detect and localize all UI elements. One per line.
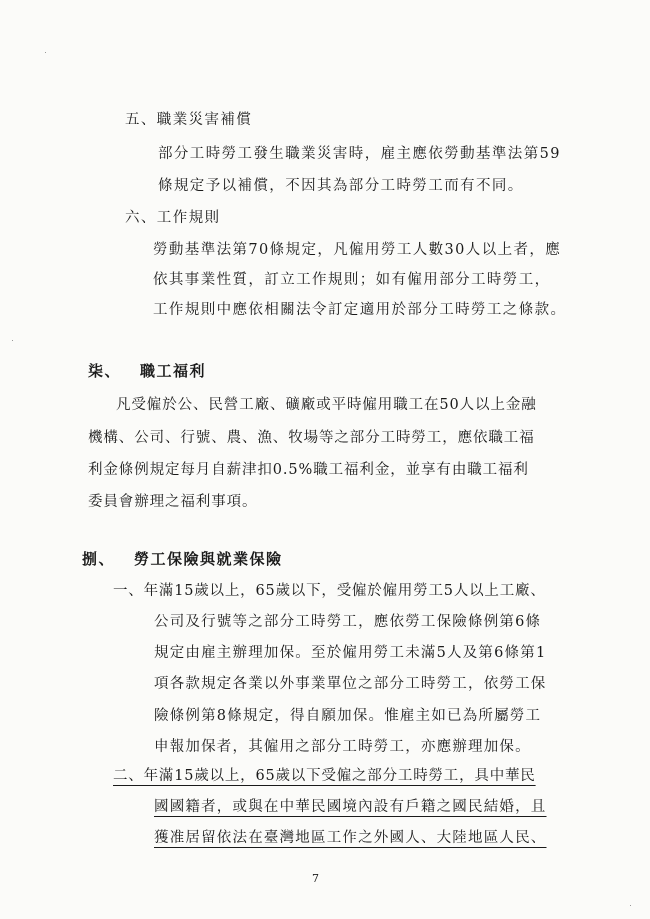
section-8-number: 捌、 [82, 550, 116, 568]
section-8-item-1-line-2: 公司及行號等之部分工時勞工，應依勞工保險條例第6條 [154, 614, 542, 630]
section-6-paragraph-line-3: 工作規則中應依相關法令訂定適用於部分工時勞工之條款。 [153, 302, 567, 318]
section-8-item-1-line-1: 一、年滿15歲以上，65歲以下，受僱於僱用勞工5人以上工廠、 [113, 583, 546, 599]
section-7-number: 柒、 [88, 362, 122, 380]
section-7-paragraph-line-4: 委員會辦理之福利事項。 [88, 494, 258, 510]
section-8-item-1-line-4: 項各款規定各業以外事業單位之部分工時勞工，依勞工保 [154, 676, 547, 692]
section-5-heading: 五、職業災害補償 [125, 112, 253, 128]
section-6-heading: 六、工作規則 [125, 210, 221, 226]
section-8-title: 勞工保險與就業保險 [134, 550, 283, 568]
section-8-item-2-line-3: 獲准居留依法在臺灣地區工作之外國人、大陸地區人民、 [154, 830, 547, 846]
scan-speck [45, 52, 46, 53]
section-7-paragraph-line-1: 凡受僱於公、民營工廠、礦廠或平時僱用職工在50人以上金融 [116, 397, 537, 413]
section-8-item-2-line-1: 二、年滿15歲以上，65歲以下受僱之部分工時勞工，具中華民 [113, 768, 536, 784]
section-6-paragraph-line-1: 勞動基準法第70條規定，凡僱用勞工人數30人以上者，應 [153, 242, 562, 258]
section-8-item-1-line-6: 申報加保者，其僱用之部分工時勞工，亦應辦理加保。 [154, 739, 531, 755]
scan-speck [12, 340, 13, 341]
scan-speck [630, 905, 631, 906]
section-5-paragraph-line-2: 條規定予以補償，不因其為部分工時勞工而有不同。 [158, 178, 524, 194]
section-8-item-1-line-5: 險條例第8條規定，得自願加保。惟雇主如已為所屬勞工 [154, 708, 542, 724]
section-8-item-1-line-3: 規定由雇主辦理加保。至於僱用勞工未滿5人及第6條第1 [154, 645, 547, 661]
page-number: 7 [312, 872, 319, 885]
section-7-paragraph-line-2: 機構、公司、行號、農、漁、牧場等之部分工時勞工，應依職工福 [88, 430, 535, 446]
section-8-item-2-line-2: 國國籍者，或與在中華民國境內設有戶籍之國民結婚，且 [154, 799, 547, 815]
section-7-paragraph-line-3: 利金條例規定每月自薪津扣0.5%職工福利金，並享有由職工福利 [88, 462, 529, 478]
section-6-paragraph-line-2: 依其事業性質，訂立工作規則；如有僱用部分工時勞工， [153, 272, 551, 288]
section-5-paragraph-line-1: 部分工時勞工發生職業災害時，雇主應依勞動基準法第59 [158, 146, 561, 162]
section-7-title: 職工福利 [140, 362, 207, 380]
